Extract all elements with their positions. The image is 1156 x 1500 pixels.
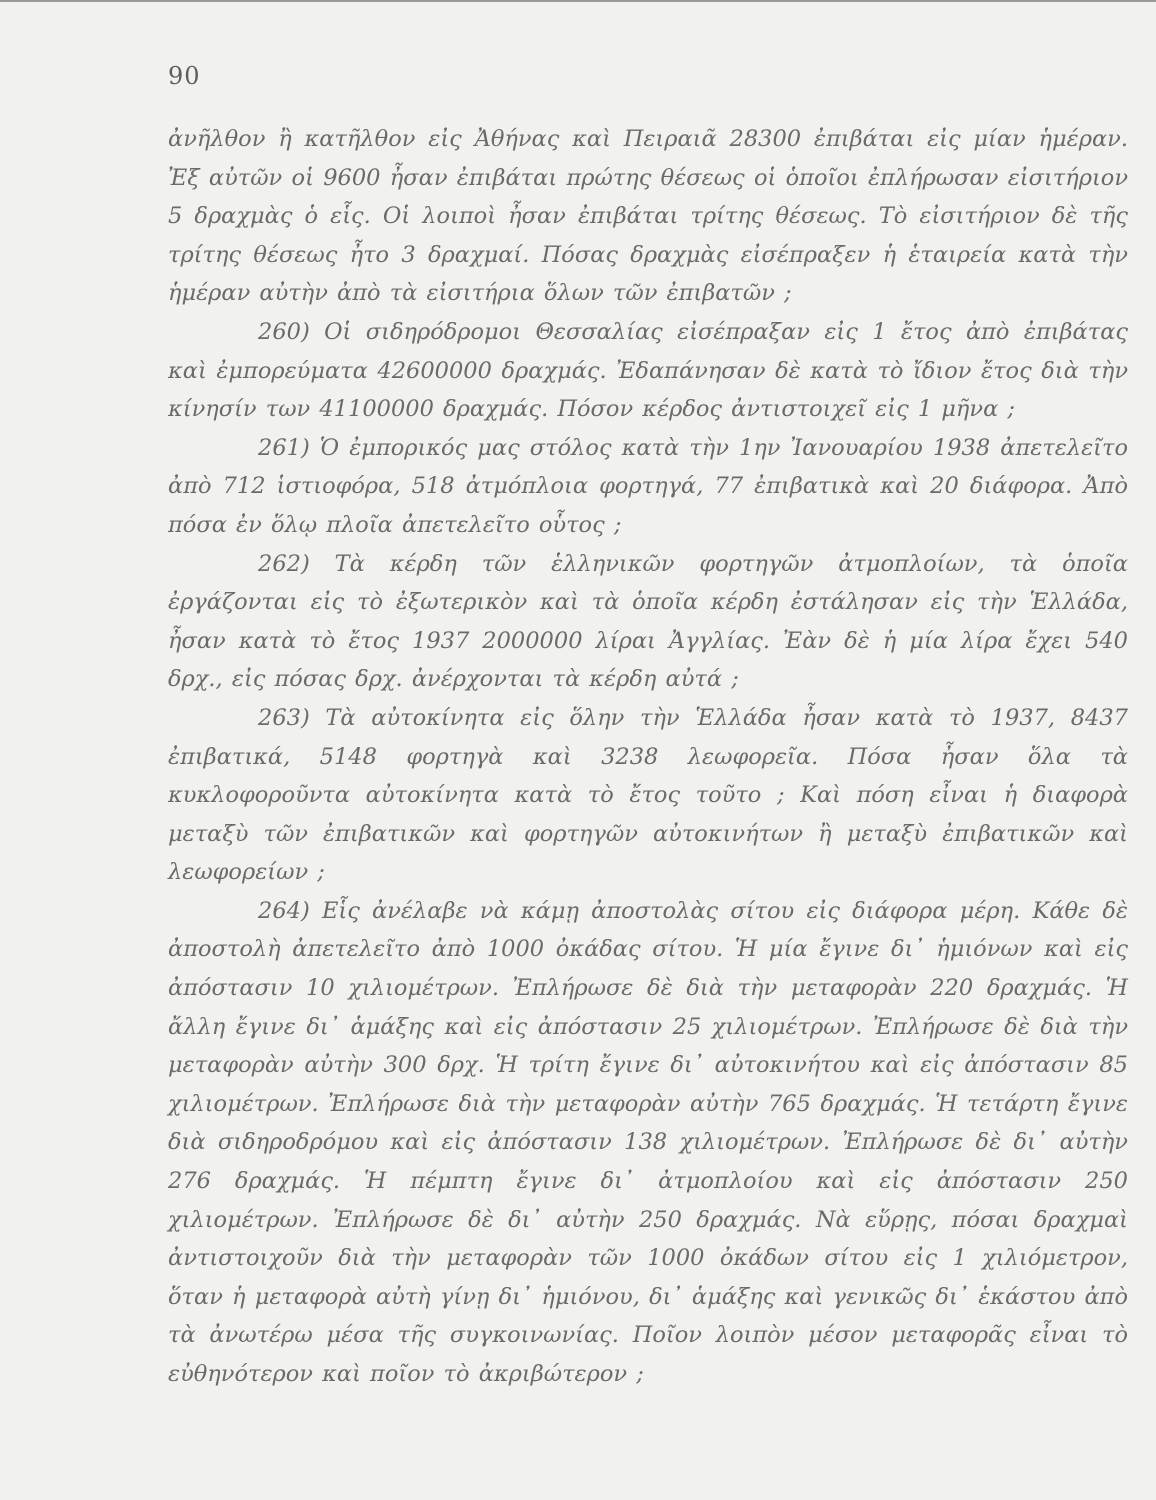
problem-264: 264) Εἷς ἀνέλαβε νὰ κάμῃ ἀποστολὰς σίτου εἰς διάφορα μέρη. Κάθε δὲ ἀποστολὴ ἀπετελεῖτο ἀπὸ 1000 ὀκάδας σίτου. Ἡ μία ἔγινε δι᾿ ἡμιόνων καὶ εἰς ἀπόστασιν 10 χιλιομέτρων. Ἐπλήρωσε δὲ διὰ τὴν μεταφορὰν 220 δραχμάς. Ἡ ἄλλη ἔγινε δι᾿ ἁμάξης καὶ εἰς ἀπόστασιν 25 χιλιομέτρων. Ἐπλήρωσε δὲ διὰ τὴν μεταφορὰν αὐτὴν 300 δρχ. Ἡ τρίτη ἔγινε δι᾿ αὐτοκινήτου καὶ εἰς ἀπόστασιν 85 χιλιομέτρων. Ἐπλήρωσε διὰ τὴν μεταφορὰν αὐτὴν 765 δραχμάς. Ἡ τετάρτη ἔγινε διὰ σιδηροδρόμου καὶ εἰς ἀπόστασιν 138 χιλιομέτρων. Ἐπλήρωσε δὲ δι᾿ αὐτὴν 276 δραχμάς. Ἡ πέμπτη ἔγινε δι᾿ ἀτμοπλοίου καὶ εἰς ἀπόστασιν 250 χιλιομέτρων. Ἐπλήρωσε δὲ δι᾿ αὐτὴν 250 δραχμάς. Νὰ εὕρῃς, πόσαι δραχμαὶ ἀντιστοιχοῦν διὰ τὴν μεταφορὰν τῶν 1000 ὀκάδων σίτου εἰς 1 χιλιόμετρον, ὅταν ἡ μεταφορὰ αὐτὴ γίνῃ δι᾿ ἡμιόνου, δι᾿ ἁμάξης καὶ γενικῶς δι᾿ ἑκάστου ἀπὸ τὰ ἀνωτέρω μέσα τῆς συγκοινωνίας. Ποῖον λοιπὸν μέσον μεταφορᾶς εἶναι τὸ εὐθηνότερον καὶ ποῖον τὸ ἀκριβώτερον ; [168,897,1128,1387]
problem-262: 262) Τὰ κέρδη τῶν ἑλληνικῶν φορτηγῶν ἀτμοπλοίων, τὰ ὁποῖα ἐργάζονται εἰς τὸ ἐξωτερικὸν καὶ τὰ ὁποῖα κέρδη ἐστάλησαν εἰς τὴν Ἑλλάδα, ἦσαν κατὰ τὸ ἔτος 1937 2000000 λίραι Ἀγγλίας. Ἐὰν δὲ ἡ μία λίρα ἔχει 540 δρχ., εἰς πόσας δρχ. ἀνέρχονται τὰ κέρδη αὐτά ; [168,550,1128,693]
page-top-rule [0,0,1156,2]
problem-260: 260) Οἱ σιδηρόδρομοι Θεσσαλίας εἰσέπραξαν εἰς 1 ἔτος ἀπὸ ἐπιβάτας καὶ ἐμπορεύματα 42600000 δραχμάς. Ἐδαπάνησαν δὲ κατὰ τὸ ἴδιον ἔτος διὰ τὴν κίνησίν των 41100000 δραχμάς. Πόσον κέρδος ἀντιστοιχεῖ εἰς 1 μῆνα ; [168,318,1128,423]
problem-263: 263) Τὰ αὐτοκίνητα εἰς ὅλην τὴν Ἑλλάδα ἦσαν κατὰ τὸ 1937, 8437 ἐπιβατικά, 5148 φορτηγὰ καὶ 3238 λεωφορεῖα. Πόσα ἦσαν ὅλα τὰ κυκλοφοροῦντα αὐτοκίνητα κατὰ τὸ ἔτος τοῦτο ; Καὶ πόση εἶναι ἡ διαφορὰ μεταξὺ τῶν ἐπιβατικῶν καὶ φορτηγῶν αὐτοκινήτων ἢ μεταξὺ ἐπιβατικῶν καὶ λεωφορείων ; [168,704,1128,886]
continued-paragraph: ἀνῆλθον ἢ κατῆλθον εἰς Ἀθήνας καὶ Πειραιᾶ 28300 ἐπιβάται εἰς μίαν ἡμέραν. Ἐξ αὐτῶν οἱ 9600 ἦσαν ἐπιβάται πρώτης θέσεως οἱ ὁποῖοι ἐπλήρωσαν εἰσιτήριον 5 δραχμὰς ὁ εἷς. Οἱ λοιποὶ ἦσαν ἐπιβάται τρίτης θέσεως. Τὸ εἰσιτήριον δὲ τῆς τρίτης θέσεως ἦτο 3 δραχμαί. Πόσας δραχμὰς εἰσέπραξεν ἡ ἑταιρεία κατὰ τὴν ἡμέραν αὐτὴν ἀπὸ τὰ εἰσιτήρια ὅλων τῶν ἐπιβατῶν ; [168,126,1128,307]
problem-261: 261) Ὁ ἐμπορικός μας στόλος κατὰ τὴν 1ην Ἰανουαρίου 1938 ἀπετελεῖτο ἀπὸ 712 ἱστιοφόρα, 518 ἀτμόπλοια φορτηγά, 77 ἐπιβατικὰ καὶ 20 διάφορα. Ἀπὸ πόσα ἐν ὅλῳ πλοῖα ἀπετελεῖτο οὗτος ; [168,434,1128,538]
page-text [168,120,1128,1394]
page-number: 90 [168,62,201,90]
